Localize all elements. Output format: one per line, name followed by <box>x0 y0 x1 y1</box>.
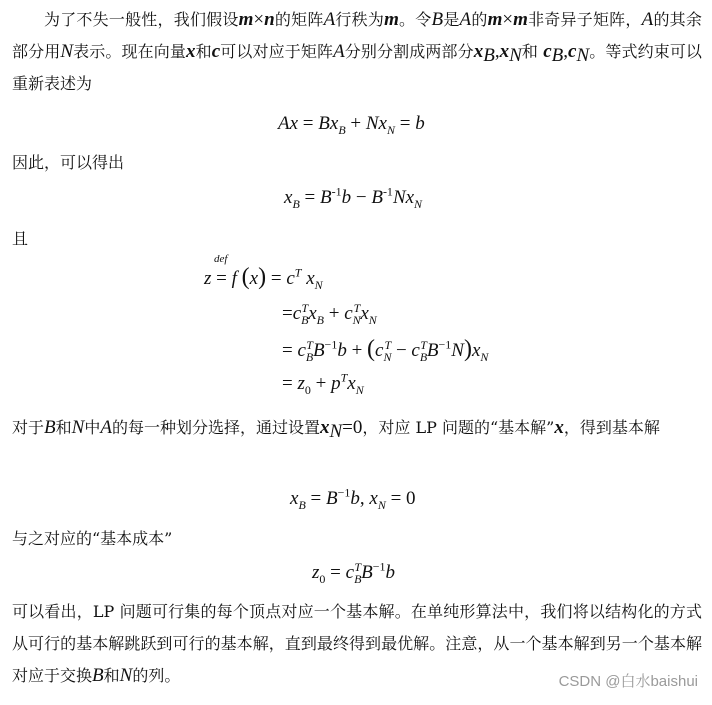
text: 和 <box>103 666 120 685</box>
math-times: × <box>502 9 514 30</box>
math-c: c <box>543 41 552 62</box>
math-m: m <box>238 9 254 30</box>
math-A: A <box>100 417 112 438</box>
math-B: B <box>92 665 104 686</box>
sub-N: N <box>576 45 590 67</box>
watermark: CSDN @白水baishui <box>558 673 698 690</box>
text: 。等式约束可以重新表述为 <box>12 42 702 93</box>
text: 表示。现在向量 <box>73 42 186 61</box>
math-m: m <box>487 9 503 30</box>
text: 和 <box>55 418 72 437</box>
equation-basic-solution: $x_B = B^{-1}b$, $x_N = 0$ <box>290 485 416 512</box>
label-and: 且 <box>12 229 29 248</box>
equation-objective-4: = $z_0 + p^Tx_N$ <box>282 370 364 397</box>
sub-B: B <box>483 45 495 67</box>
math-B: B <box>44 417 56 438</box>
text: 和 <box>195 42 212 61</box>
equation-objective-2: $=c_B^Tx_B + c_N^Tx_N$ <box>282 300 377 327</box>
math-x: x <box>473 41 484 62</box>
math-A: A <box>641 9 654 30</box>
sub-B: B <box>551 45 564 67</box>
math-A: A <box>323 9 336 30</box>
math-N: N <box>71 417 85 438</box>
equation-constraint: $Ax = Bx_B + Nx_N = b$ <box>278 113 425 137</box>
text: 。令 <box>398 10 432 29</box>
math-x: x <box>499 41 510 62</box>
math-zero: 0 <box>352 417 363 438</box>
equation-xB: $x_B = B^{-1}b - B^{-1}Nx_N$ <box>284 184 423 211</box>
text: 非奇异子矩阵， <box>527 10 642 29</box>
text: 的列。 <box>132 666 181 685</box>
text: 对于 <box>12 418 45 437</box>
text: ，得到基本解 <box>563 418 660 437</box>
text: 的 <box>471 10 488 29</box>
def-mark: def <box>214 253 228 265</box>
math-B: B <box>431 9 444 30</box>
math-n: n <box>264 9 275 30</box>
math-N: N <box>119 665 133 686</box>
math-m: m <box>384 9 399 30</box>
paragraph-partition <box>12 412 702 444</box>
math-x: x <box>554 417 564 438</box>
equation-objective-1: z = f $(x) = c^T$ $x_N$ <box>204 264 323 292</box>
text: 为了不失一般性，我们假设 <box>44 10 239 29</box>
math-eq: = <box>342 417 353 438</box>
text: 可以对应于矩阵 <box>220 42 334 61</box>
text: 中 <box>84 418 101 437</box>
text: 分别分割成两部分 <box>344 42 474 61</box>
math-N: N <box>60 41 74 62</box>
math-x: x <box>319 417 330 438</box>
text: 可以看出，LP 问题可行集的每个顶点对应一个基本解。在单纯形算法中，我们将以结构化的方式从可行的基本解跳跃到可行的基本解，直到最终得到最优解。注意，从一个基本解到另一个基本解对应于交换 <box>12 602 702 685</box>
sub-N: N <box>509 45 522 67</box>
equation-objective-3: = $c_B^TB^{-1}b + (c_N^T - c_B^TB^{-1}N)x_N$ <box>282 336 489 364</box>
text: 的每一种划分选择，通过设置 <box>111 418 320 437</box>
math-A: A <box>459 9 472 30</box>
label-thus: 因此，可以得出 <box>12 153 125 172</box>
label-basic-cost: 与之对应的“基本成本” <box>12 529 173 548</box>
math-comma: , <box>563 41 568 62</box>
math-m: m <box>513 9 528 30</box>
text: 行秩为 <box>335 10 385 29</box>
text: 和 <box>521 42 538 61</box>
text: 是 <box>443 10 460 29</box>
text: 的矩阵 <box>274 10 324 29</box>
sub-N: N <box>329 421 343 443</box>
math-c: c <box>211 41 221 62</box>
text: ，对应 LP 问题的“基本解” <box>362 418 555 437</box>
text: 的其余部分用 <box>12 10 702 61</box>
math-c: c <box>568 41 577 62</box>
equation-basic-cost: $z_0 = c_B^TB^{-1}b$ <box>312 559 395 586</box>
math-times: × <box>253 9 265 30</box>
math-x: x <box>185 41 196 62</box>
paragraph-intro <box>12 4 702 100</box>
math-comma: , <box>494 41 500 62</box>
math-A: A <box>333 41 345 62</box>
